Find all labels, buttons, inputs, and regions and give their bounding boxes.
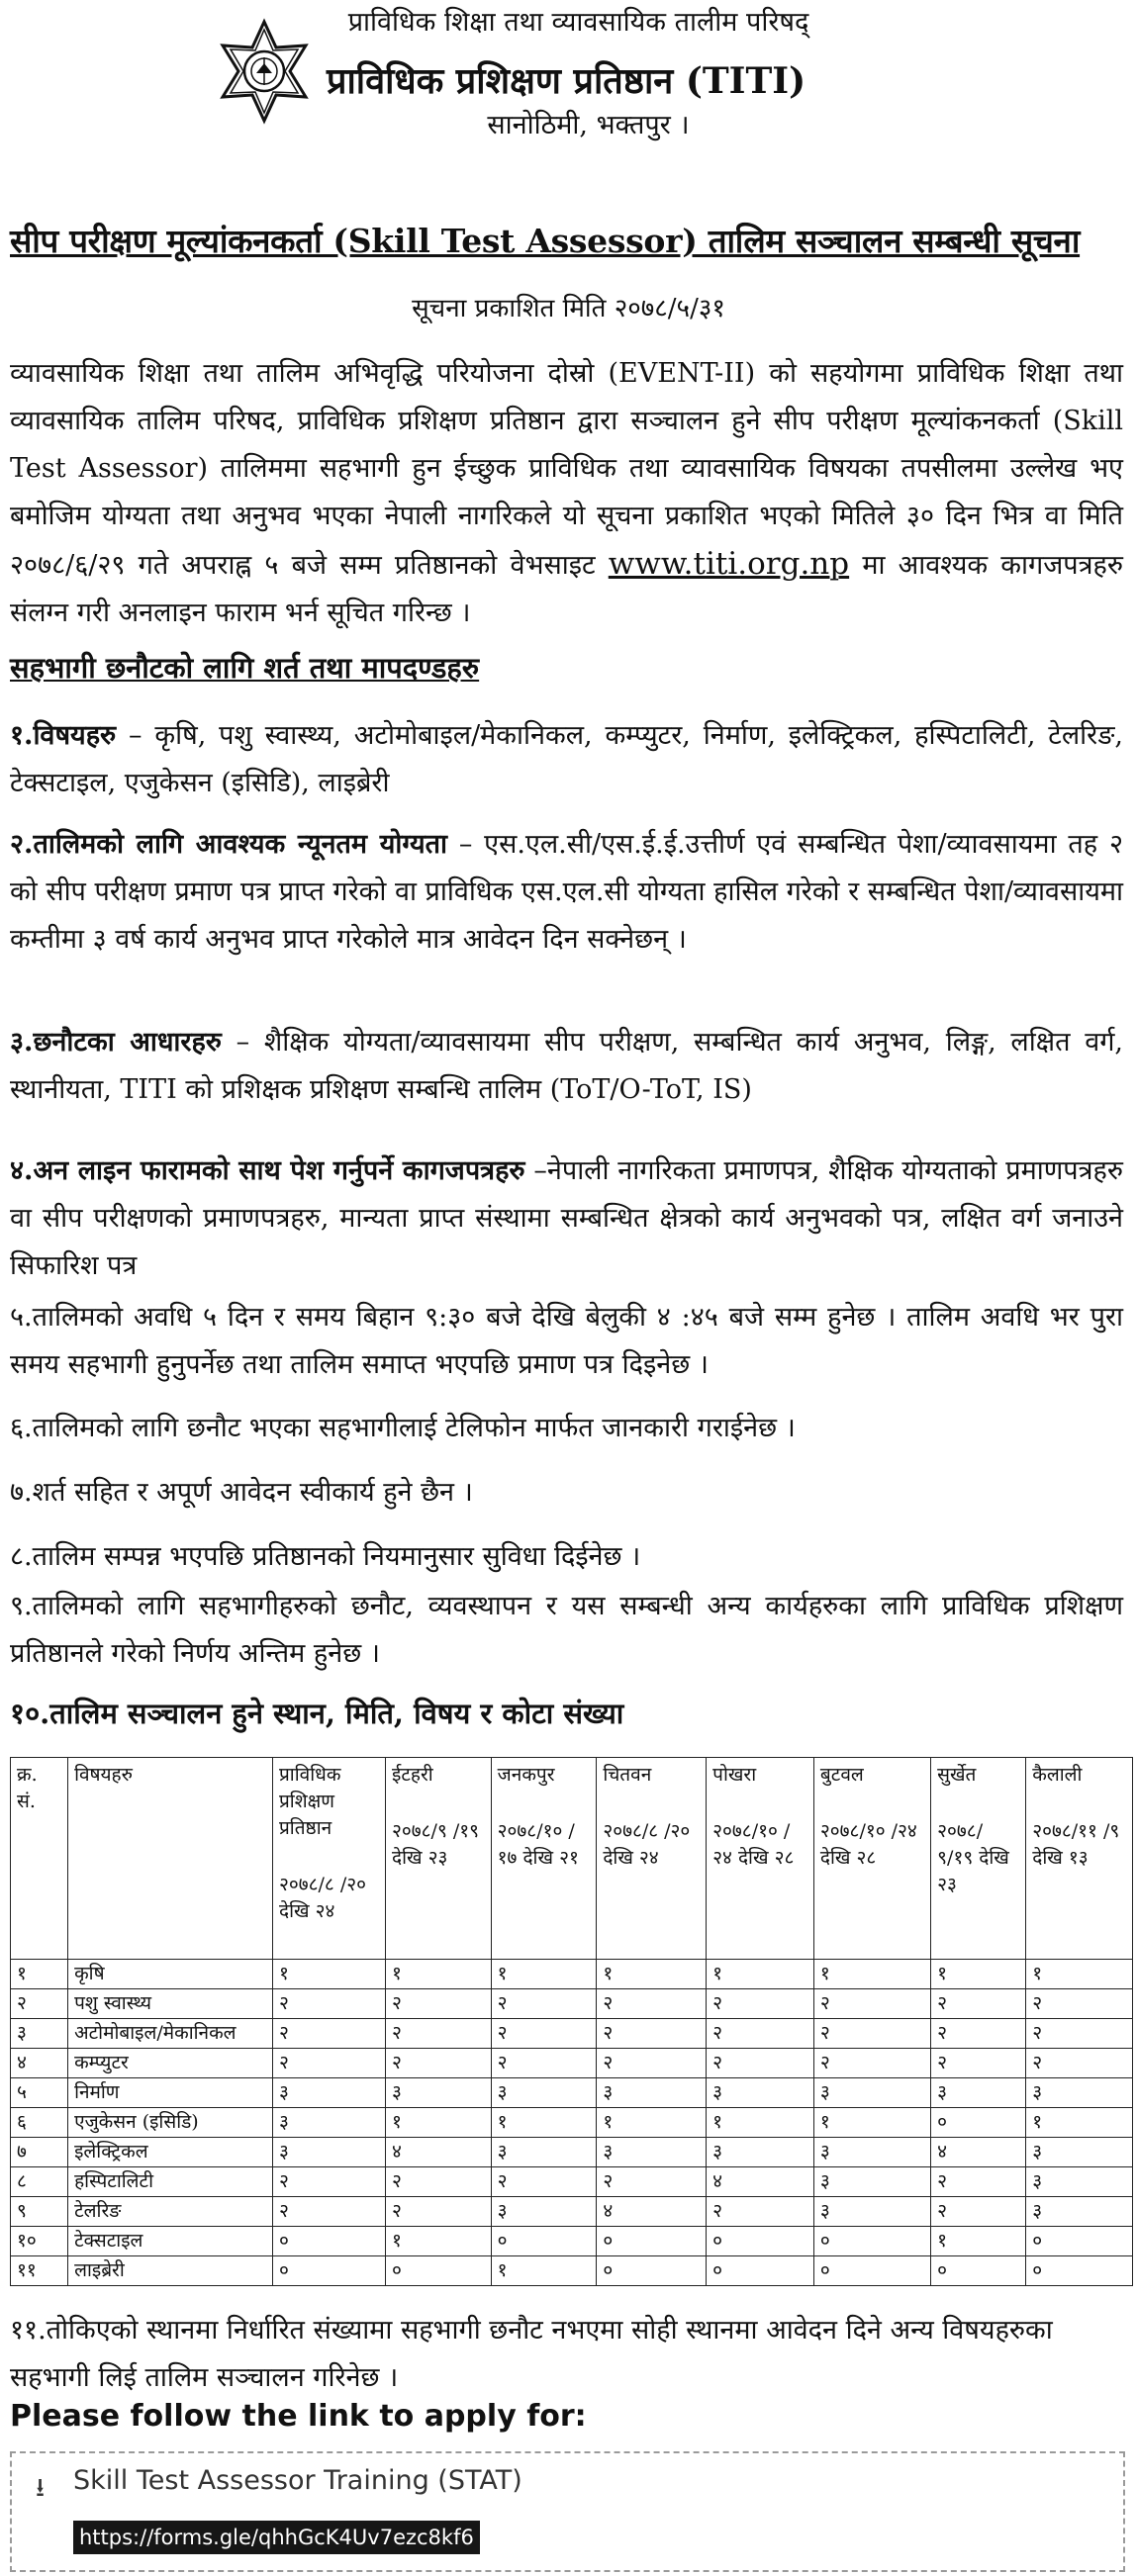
quota-cell: २	[1026, 2049, 1133, 2078]
subject-cell: एजुकेसन (इसिडि)	[68, 2108, 273, 2138]
intro-paragraph	[10, 350, 1123, 637]
quota-cell: २	[273, 2167, 386, 2197]
quota-cell: ३	[813, 2197, 930, 2227]
quota-cell: २	[931, 1989, 1026, 2019]
quota-cell: ३	[273, 2078, 386, 2108]
quota-cell: ०	[273, 2227, 386, 2256]
quota-cell: १	[597, 2108, 707, 2138]
quota-cell: २	[386, 2019, 492, 2049]
quota-cell: ३	[273, 2138, 386, 2167]
apply-link-box	[10, 2451, 1125, 2572]
intro-tail: मा आवश्यक कागजपत्रहरु संलग्न गरी अनलाइन फाराम भर्न सूचित गरिन्छ ।	[10, 550, 1123, 628]
quota-cell: ३	[1026, 2197, 1133, 2227]
quota-cell: २	[491, 1989, 597, 2019]
row-number-cell: ३	[11, 2019, 68, 2049]
quota-cell: ३	[813, 2078, 930, 2108]
quota-cell: २	[597, 2049, 707, 2078]
quota-cell: २	[1026, 1989, 1133, 2019]
item-1	[10, 712, 1123, 807]
quota-cell: १	[491, 2256, 597, 2286]
quota-cell: १	[931, 1960, 1026, 1989]
item-6	[10, 1405, 1123, 1452]
table-row	[11, 2049, 1133, 2078]
item-4	[10, 1148, 1123, 1290]
row-number-cell: ७	[11, 2138, 68, 2167]
header-titi: प्राविधिक प्रशिक्षण प्रतिष्ठान २०७८/८ /२० देखि २४	[273, 1758, 386, 1960]
quota-cell: १	[813, 2108, 930, 2138]
item-3	[10, 1019, 1123, 1114]
quota-cell: २	[491, 2167, 597, 2197]
quota-cell: १	[707, 2108, 814, 2138]
row-number-cell: २	[11, 1989, 68, 2019]
quota-cell: १	[1026, 2108, 1133, 2138]
quota-cell: २	[597, 2019, 707, 2049]
item-text: ९.तालिमको लागि सहभागीहरुको छनौट, व्यवस्थापन र यस सम्बन्धी अन्य कार्यहरुका लागि प्राविधिक प्रशिक्षण प्रतिष्ठानले गरेको निर्णय अन्तिम हुनेछ ।	[10, 1591, 1123, 1669]
institute-name: प्राविधिक प्रशिक्षण प्रतिष्ठान (TITI)	[327, 60, 806, 102]
quota-cell: १	[813, 1960, 930, 1989]
quota-cell: ०	[597, 2256, 707, 2286]
quota-cell: ३	[491, 2078, 597, 2108]
quota-cell: २	[931, 2019, 1026, 2049]
subject-cell: कम्प्युटर	[68, 2049, 273, 2078]
table-header-row	[11, 1758, 1133, 1960]
header-itahari: ईटहरी २०७८/९ /१९ देखि २३	[386, 1758, 492, 1960]
quota-cell: ०	[931, 2108, 1026, 2138]
quota-cell: ३	[707, 2138, 814, 2167]
quota-cell: १	[491, 1960, 597, 1989]
quota-cell: १	[597, 1960, 707, 1989]
quota-cell: २	[1026, 2019, 1133, 2049]
quota-cell: १	[1026, 1960, 1133, 1989]
header-subjects: विषयहरु	[68, 1758, 273, 1960]
item-text: – कृषि, पशु स्वास्थ्य, अटोमोबाइल/मेकानिकल, कम्प्युटर, निर्माण, इलेक्ट्रिकल, हस्पिटालिटी, टेलरिङ, टेक्सटाइल, एजुकेसन (इसिडि), लाइब्रेरी	[10, 720, 1123, 798]
item-9	[10, 1583, 1123, 1678]
subject-cell: लाइब्रेरी	[68, 2256, 273, 2286]
item-text: ८.तालिम सम्पन्न भएपछि प्रतिष्ठानको नियमानुसार सुविधा दिईनेछ ।	[10, 1541, 641, 1572]
criteria-heading: सहभागी छनौटको लागि शर्त तथा मापदण्डहरु	[10, 651, 480, 685]
quota-cell: १	[273, 1960, 386, 1989]
table-row	[11, 2227, 1133, 2256]
subject-cell: कृषि	[68, 1960, 273, 1989]
quota-cell: ३	[1026, 2138, 1133, 2167]
published-date: सूचना प्रकाशित मिति २०७८/५/३१	[412, 294, 725, 323]
quota-cell: २	[491, 2019, 597, 2049]
quota-cell: ०	[1026, 2227, 1133, 2256]
quota-cell: ०	[386, 2256, 492, 2286]
item-text: – एस.एल.सी/एस.ई.ई.उत्तीर्ण एवं सम्बन्धित पेशा/व्यावसायमा तह २ को सीप परीक्षण प्रमाण पत्र प्राप्त गरेको वा प्राविधिक एस.एल.सी योग्यता हासिल गरेको र सम्बन्धित पेशा/व्यावसायमा कम्तीमा ३ वर्ष कार्य अनुभव प्राप्त गरेकोले मात्र आवेदन दिन सक्नेछन् ।	[10, 829, 1124, 955]
item-lead: ४.अन लाइन फारामको साथ पेश गर्नुपर्ने कागजपत्रहरु	[10, 1155, 525, 1186]
row-number-cell: ४	[11, 2049, 68, 2078]
quota-cell: ३	[386, 2078, 492, 2108]
quota-cell: १	[707, 1960, 814, 1989]
item-lead: १.विषयहरु	[10, 720, 117, 751]
subject-cell: निर्माण	[68, 2078, 273, 2108]
download-icon: ⭳	[36, 2473, 46, 2503]
item-lead: २.तालिमको लागि आवश्यक न्यूनतम योग्यता	[10, 829, 447, 860]
quota-cell: ३	[1026, 2167, 1133, 2197]
header-chitwan: चितवन २०७८/८ /२० देखि २४	[597, 1758, 707, 1960]
quota-cell: ०	[597, 2227, 707, 2256]
quota-cell: २	[707, 2049, 814, 2078]
website-link[interactable]: www.titi.org.np	[608, 546, 850, 582]
quota-cell: ३	[491, 2197, 597, 2227]
quota-cell: २	[273, 2049, 386, 2078]
quota-cell: २	[597, 2167, 707, 2197]
quota-table	[10, 1757, 1133, 2286]
quota-cell: २	[931, 2049, 1026, 2078]
quota-cell: ३	[813, 2138, 930, 2167]
item-8	[10, 1533, 1123, 1581]
table-row	[11, 1960, 1133, 1989]
quota-cell: २	[931, 2167, 1026, 2197]
quota-cell: २	[386, 1989, 492, 2019]
quota-cell: ३	[597, 2078, 707, 2108]
quota-cell: २	[491, 2049, 597, 2078]
quota-cell: ०	[491, 2227, 597, 2256]
table-row	[11, 2078, 1133, 2108]
quota-cell: १	[386, 1960, 492, 1989]
institute-address: सानोठिमी, भक्तपुर ।	[487, 110, 690, 140]
header-surkhet: सुर्खेत २०७८/ ९/१९ देखि २३	[931, 1758, 1026, 1960]
quota-cell: १	[491, 2108, 597, 2138]
table-row	[11, 2256, 1133, 2286]
row-number-cell: ६	[11, 2108, 68, 2138]
quota-cell: ३	[1026, 2078, 1133, 2108]
item-lead: ३.छनौटका आधारहरु	[10, 1027, 222, 1058]
quota-cell: ३	[707, 2078, 814, 2108]
quota-cell: २	[813, 2049, 930, 2078]
quota-cell: ०	[1026, 2256, 1133, 2286]
table-row	[11, 2108, 1133, 2138]
apply-form-link[interactable]: https://forms.gle/qhhGcK4Uv7ezc8kf6	[73, 2521, 480, 2554]
subject-cell: पशु स्वास्थ्य	[68, 1989, 273, 2019]
quota-cell: २	[273, 2197, 386, 2227]
table-heading: १०.तालिम सञ्चालन हुने स्थान, मिति, विषय र कोटा संख्या	[10, 1697, 624, 1730]
header-kailali: कैलाली २०७८/११ /९ देखि १३	[1026, 1758, 1133, 1960]
row-number-cell: ९	[11, 2197, 68, 2227]
subject-cell: इलेक्ट्रिकल	[68, 2138, 273, 2167]
quota-cell: ०	[931, 2256, 1026, 2286]
table-row	[11, 2167, 1133, 2197]
quota-cell: ४	[597, 2197, 707, 2227]
header-butwal: बुटवल २०७८/१० /२४ देखि २८	[813, 1758, 930, 1960]
subject-cell: अटोमोबाइल/मेकानिकल	[68, 2019, 273, 2049]
quota-cell: २	[386, 2197, 492, 2227]
item-2	[10, 821, 1123, 964]
follow-link-heading: Please follow the link to apply for:	[10, 2399, 587, 2434]
note-11: ११.तोकिएको स्थानमा निर्धारित संख्यामा सहभागी छनौट नभएमा सोही स्थानमा आवेदन दिने अन्य विषयहरुका सहभागी लिई तालिम सञ्चालन गरिनेछ ।	[10, 2315, 1053, 2393]
quota-cell: २	[813, 1989, 930, 2019]
row-number-cell: १	[11, 1960, 68, 1989]
quota-cell: ०	[707, 2227, 814, 2256]
header-pokhara: पोखरा २०७८/१० /२४ देखि २८	[707, 1758, 814, 1960]
notice-title: सीप परीक्षण मूल्यांकनकर्ता (Skill Test Assessor) तालिम सञ्चालन सम्बन्धी सूचना	[10, 222, 1081, 260]
quota-cell: २	[931, 2197, 1026, 2227]
council-name: प्राविधिक शिक्षा तथा व्यावसायिक तालीम परिषद्	[347, 7, 809, 38]
item-7	[10, 1469, 1123, 1517]
quota-cell: १	[931, 2227, 1026, 2256]
subject-cell: टेलरिङ	[68, 2197, 273, 2227]
row-number-cell: ८	[11, 2167, 68, 2197]
quota-cell: १	[386, 2227, 492, 2256]
quota-cell: २	[273, 2019, 386, 2049]
link-title: Skill Test Assessor Training (STAT)	[73, 2465, 522, 2496]
quota-cell: ०	[813, 2227, 930, 2256]
quota-cell: ३	[597, 2138, 707, 2167]
quota-cell: ४	[386, 2138, 492, 2167]
quota-cell: ३	[931, 2078, 1026, 2108]
item-text: ६.तालिमको लागि छनौट भएका सहभागीलाई टेलिफोन मार्फत जानकारी गराईनेछ ।	[10, 1413, 796, 1443]
item-text: – शैक्षिक योग्यता/व्यावसायमा सीप परीक्षण, सम्बन्धित कार्य अनुभव, लिङ्ग, लक्षित वर्ग, स्थानीयता, TITI को प्रशिक्षक प्रशिक्षण सम्बन्धि तालिम (ToT/O-ToT, IS)	[10, 1027, 1123, 1105]
quota-cell: ३	[273, 2108, 386, 2138]
table-row	[11, 2138, 1133, 2167]
quota-cell: ०	[813, 2256, 930, 2286]
header-sn: क्र. सं.	[11, 1758, 68, 1960]
quota-cell: ४	[707, 2167, 814, 2197]
subject-cell: हस्पिटालिटी	[68, 2167, 273, 2197]
quota-cell: २	[386, 2049, 492, 2078]
quota-cell: ३	[813, 2167, 930, 2197]
item-text: –नेपाली नागरिकता प्रमाणपत्र, शैक्षिक योग्यताको प्रमाणपत्रहरु वा सीप परीक्षणको प्रमाणपत्रहरु, मान्यता प्राप्त संस्थामा सम्बन्धित क्षेत्रको कार्य अनुभवको पत्र, लक्षित वर्ग जनाउने सिफारिश पत्र	[10, 1155, 1123, 1281]
subject-cell: टेक्सटाइल	[68, 2227, 273, 2256]
quota-cell: २	[386, 2167, 492, 2197]
quota-cell: २	[813, 2019, 930, 2049]
header-janakpur: जनकपुर २०७८/१० /१७ देखि २१	[491, 1758, 597, 1960]
quota-cell: २	[707, 2197, 814, 2227]
quota-cell: २	[273, 1989, 386, 2019]
row-number-cell: ११	[11, 2256, 68, 2286]
quota-cell: ४	[931, 2138, 1026, 2167]
quota-cell: २	[707, 2019, 814, 2049]
quota-cell: ३	[491, 2138, 597, 2167]
intro-text: व्यावसायिक शिक्षा तथा तालिम अभिवृद्धि परियोजना दोस्रो (EVENT-II) को सहयोगमा प्राविधिक शिक्षा तथा व्यावसायिक तालिम परिषद, प्राविधिक प्रशिक्षण प्रतिष्ठान द्वारा सञ्चालन हुने सीप परीक्षण मूल्यांकनकर्ता (Skill Test Assessor) तालिममा सहभागी हुन ईच्छुक प्राविधिक तथा व्यावसायिक विषयका तपसीलमा उल्लेख भए बमोजिम योग्यता तथा अनुभव भएका नेपाली नागरिकले यो सूचना प्रकाशित भएको मितिले ३० दिन भित्र वा मिति २०७८/६/२९ गते अपराह्न ५ बजे सम्म प्रतिष्ठानको वेभसाइट	[10, 358, 1123, 581]
quota-cell: ०	[707, 2256, 814, 2286]
item-text: ७.शर्त सहित र अपूर्ण आवेदन स्वीकार्य हुने छैन ।	[10, 1477, 473, 1508]
quota-cell: ०	[273, 2256, 386, 2286]
table-row	[11, 1989, 1133, 2019]
item-5	[10, 1294, 1123, 1389]
table-row	[11, 2019, 1133, 2049]
item-text: ५.तालिमको अवधि ५ दिन र समय बिहान ९:३० बजे देखि बेलुकी ४ :४५ बजे सम्म हुनेछ । तालिम अवधि भर पुरा समय सहभागी हुनुपर्नेछ तथा तालिम समाप्त भएपछि प्रमाण पत्र दिइनेछ ।	[10, 1302, 1123, 1380]
table-row	[11, 2197, 1133, 2227]
row-number-cell: १०	[11, 2227, 68, 2256]
quota-cell: १	[386, 2108, 492, 2138]
quota-cell: २	[707, 1989, 814, 2019]
row-number-cell: ५	[11, 2078, 68, 2108]
quota-cell: २	[597, 1989, 707, 2019]
